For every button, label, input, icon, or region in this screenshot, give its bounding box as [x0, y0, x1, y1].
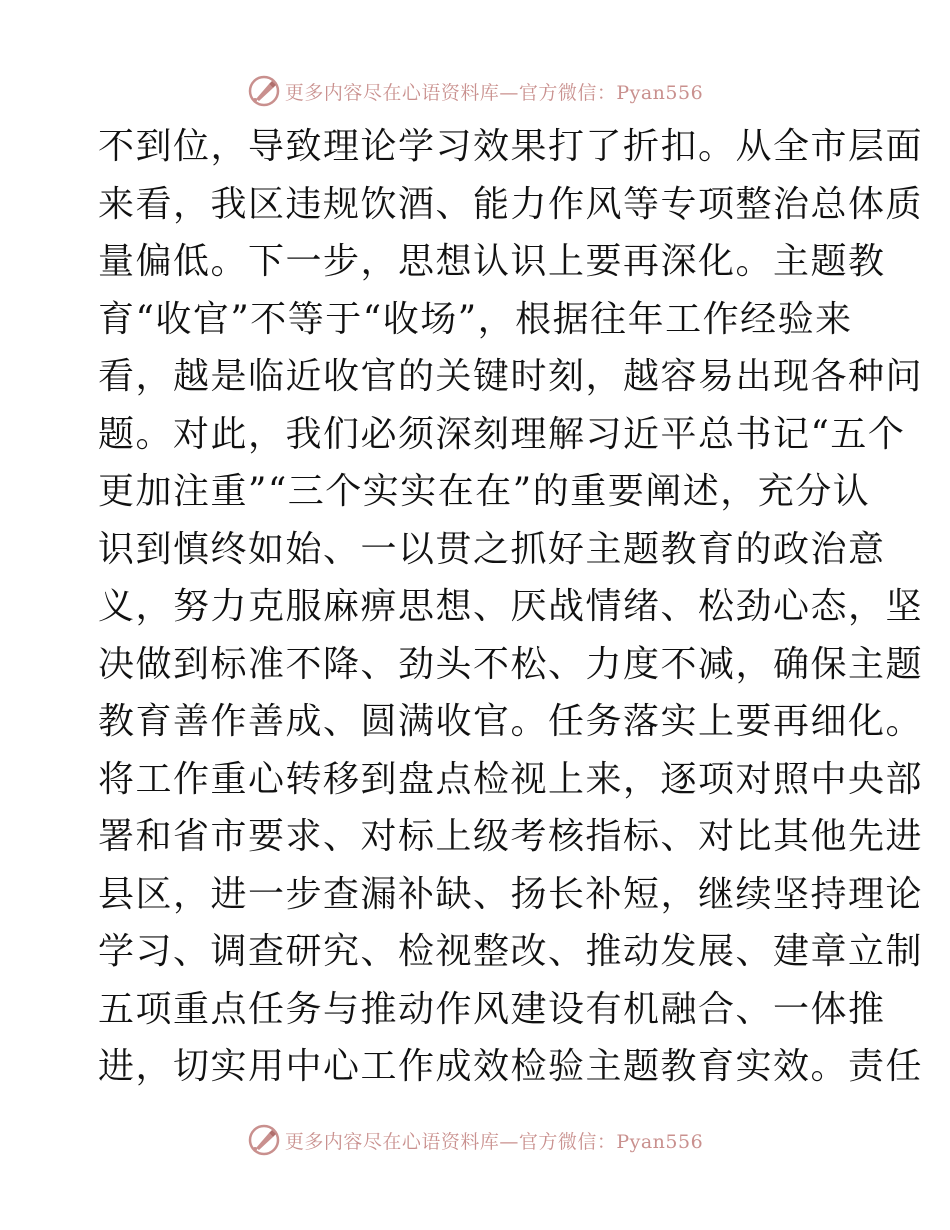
- text-line: 看，越是临近收官的关键时刻，越容易出现各种问: [98, 356, 924, 397]
- text-line: 量偏低。下一步，思想认识上要再深化。主题教: [98, 241, 886, 282]
- text-line: 义，努力克服麻痹思想、厌战情绪、松劲心态，坚: [98, 586, 924, 627]
- text-line: 署和省市要求、对标上级考核指标、对比其他先进: [98, 816, 924, 857]
- text-line: 更加注重”“三个实实在在”的重要阐述，充分认: [98, 471, 871, 512]
- text-line: 将工作重心转移到盘点检视上来，逐项对照中央部: [98, 758, 924, 800]
- document-body: [98, 118, 924, 1096]
- text-line: 识到慎终如始、一以贯之抓好主题教育的政治意: [98, 528, 886, 570]
- header-banner: [0, 71, 950, 111]
- footer-banner-text: 更多内容尽在心语资料库—官方微信：Pyan556: [284, 1130, 704, 1153]
- text-line: 五项重点任务与推动作风建设有机融合、一体推: [98, 988, 886, 1030]
- footer-banner: [0, 1120, 950, 1160]
- text-line: 不到位，导致理论学习效果打了折扣。从全市层面: [98, 126, 924, 167]
- text-line: 进，切实用中心工作成效检验主题教育实效。责任: [98, 1046, 924, 1087]
- pen-nib-icon: [247, 1123, 281, 1157]
- text-line: 教育善作善成、圆满收官。任务落实上要再细化。: [98, 701, 924, 742]
- header-banner-text: 更多内容尽在心语资料库—官方微信：Pyan556: [284, 81, 704, 104]
- text-line: 决做到标准不降、劲头不松、力度不减，确保主题: [98, 643, 924, 685]
- text-line: 题。对此，我们必须深刻理解习近平总书记“五个: [98, 413, 906, 455]
- text-line: 学习、调查研究、检视整改、推动发展、建章立制: [98, 931, 924, 972]
- text-line: 育“收官”不等于“收场”，根据往年工作经验来: [98, 298, 853, 340]
- text-line: 来看，我区违规饮酒、能力作风等专项整治总体质: [98, 183, 924, 225]
- text-line: 县区，进一步查漏补缺、扬长补短，继续坚持理论: [98, 873, 924, 915]
- pen-nib-icon: [247, 74, 281, 108]
